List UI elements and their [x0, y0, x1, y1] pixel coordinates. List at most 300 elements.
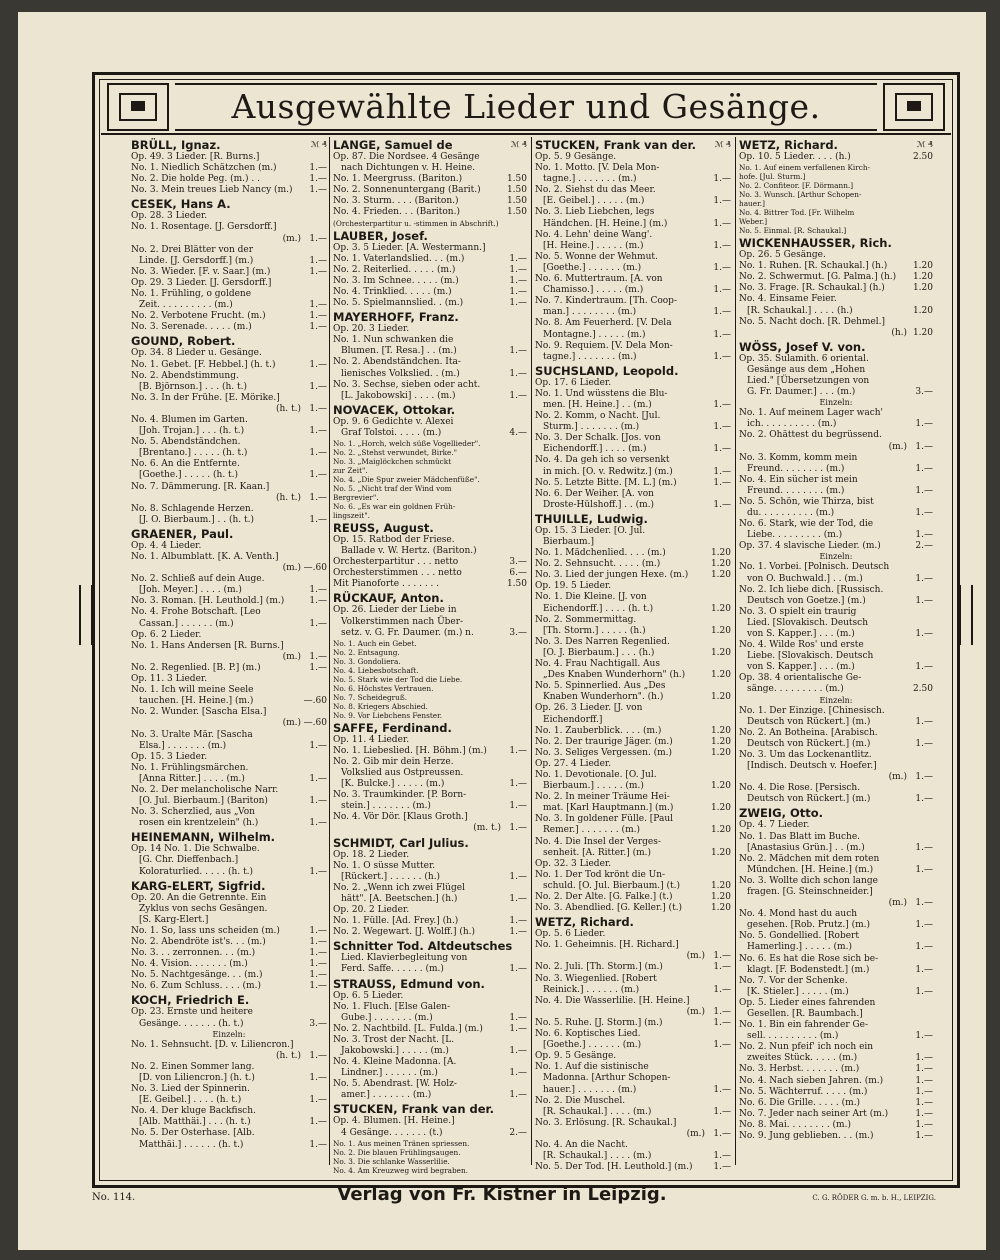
entry-text: [Goethe.] . . . . . (h. t.): [139, 470, 239, 481]
entry-price: 1.—: [309, 970, 327, 981]
sub-entry: No. 5. Stark wie der Tod die Liebe.: [333, 674, 463, 684]
composer-name: WETZ, Richard.: [739, 138, 838, 152]
entry-text: hätt". [A. Beetschen.] (h.): [341, 893, 458, 904]
entry-price: 1.—: [915, 1131, 933, 1142]
catalog-entry: [131, 796, 327, 807]
sub-entry: No. 4. Bittrer Tod. [Fr. Wilhelm: [739, 208, 855, 218]
entry-text: Op. 3. 5 Lieder. [A. Westermann.]: [333, 242, 486, 253]
entry-text: No. 3. In der Frühe. [E. Mörike.]: [131, 392, 280, 403]
catalog-entry: [333, 243, 527, 254]
entry-text: rosen ein krentzelein" (h.): [139, 818, 259, 829]
entry-text: No. 6. Koptisches Lied.: [535, 1029, 641, 1040]
entry-price: 1.—: [509, 1045, 527, 1056]
entry-text: Lindner.] . . . . . . (m.): [341, 1068, 438, 1079]
entry-text: men. [H. Heine.] . . (m.): [543, 399, 652, 410]
catalog-entry: [739, 954, 933, 965]
catalog-entry: [333, 185, 527, 196]
catalog-entry: [535, 1118, 731, 1129]
entry-text: No. 3. Herbst. . . . . . . (m.): [739, 1064, 860, 1075]
catalog-entry: [131, 1128, 327, 1139]
entry-text: No. 5. Nachtgesänge. . . (m.): [131, 970, 263, 981]
catalog-entry: [333, 894, 527, 905]
catalog-entry: [333, 324, 527, 335]
entry-text: Ferd. Saffe. . . . . . (m.): [341, 964, 444, 975]
entry-text: No. 3. Erlösung. [R. Schaukal.]: [535, 1117, 677, 1128]
catalog-entry: [131, 685, 327, 696]
catalog-entry: [535, 681, 731, 692]
composer-heading: [739, 236, 933, 250]
sub-entry: No. 5. Einmal. [R. Schaukal.]: [739, 226, 847, 236]
entry-text: Op. 10. 5 Lieder. . . . (h.): [739, 152, 851, 162]
entry-text: zweites Stück. . . . . (m.): [747, 1053, 858, 1064]
catalog-entry: [535, 974, 731, 985]
entry-text: 4 Gesänge. . . . . . . (t.): [341, 1127, 443, 1138]
catalog-entry: [739, 772, 933, 783]
catalog-entry: [535, 241, 731, 252]
catalog-entry: [739, 618, 933, 629]
catalog-entry: [535, 759, 731, 770]
sub-entry: No. 6. „Es war ein goldnen Früh-: [333, 501, 456, 511]
catalog-entry: [131, 596, 327, 607]
catalog-entry: [739, 673, 933, 684]
entry-text: No. 2. Wegewart. [J. Wolff.] (h.): [333, 927, 476, 938]
entry-text: No. 1. O süsse Mutter.: [333, 860, 436, 871]
entry-text: (m. t.): [473, 823, 501, 834]
entry-price: 1.—: [309, 585, 327, 596]
entry-price: 1.—: [509, 1090, 527, 1101]
entry-price: 1.—: [915, 1064, 933, 1075]
catalog-entry: [535, 433, 731, 444]
catalog-entry: [131, 234, 327, 245]
catalog-entry: [333, 265, 527, 276]
catalog-entry: [739, 486, 933, 497]
entry-text: No. 5. Spielmannslied. . (m.): [333, 298, 464, 309]
entry-price: 1.—: [915, 508, 933, 519]
entry-text: No. 2. Schließ auf dein Auge.: [131, 574, 265, 585]
entry-text: No. 2. Abendstimmung.: [131, 370, 239, 381]
entry-text: No. 3. Lied der Spinnerin.: [131, 1084, 250, 1095]
entry-text: No. 2. Regenlied. [B. P.] (m.): [131, 662, 261, 673]
entry-text: Händchen. [H. Heine.] (m.): [543, 218, 668, 229]
catalog-entry: [535, 467, 731, 478]
entry-price: 1.—: [915, 485, 933, 496]
entry-price: 1.—: [713, 1040, 731, 1051]
entry-text: No. 4. An die Nacht.: [535, 1139, 628, 1150]
catalog-entry: [333, 1090, 527, 1101]
entry-price: 1.—: [309, 796, 327, 807]
entry-text: No. 1. Vorbei. [Polnisch. Deutsch: [739, 562, 890, 573]
entry-price: 1.—: [713, 951, 731, 962]
catalog-entry: [535, 1073, 731, 1084]
entry-text: Op. 5. 6 Lieder.: [535, 929, 606, 940]
entry-text: Op. 23. Ernste und heitere: [131, 1007, 253, 1018]
catalog-entry: [131, 437, 327, 448]
catalog-entry: [333, 357, 527, 368]
catalog-entry: [131, 696, 327, 707]
entry-text: du. . . . . . . . . . (m.): [747, 508, 835, 519]
composer-heading: [333, 977, 527, 991]
entry-text: [R. Schaukal.] . . . . (h.): [747, 305, 853, 316]
entry-text: No. 1. Zauberblick. . . . (m.): [535, 725, 662, 736]
entry-price: 1.—: [309, 448, 327, 459]
catalog-entry: [739, 1009, 933, 1020]
catalog-entry: [131, 382, 327, 393]
catalog-entry: [739, 684, 933, 695]
catalog-entry: [535, 903, 731, 914]
catalog-entry: [535, 1096, 731, 1107]
entry-text: Matthäi.] . . . . . . (h. t.): [139, 1139, 244, 1150]
catalog-entry: [535, 659, 731, 670]
catalog-entry: [131, 981, 327, 992]
entry-text: No. 3. Roman. [H. Leuthold.] (m.): [131, 596, 285, 607]
entry-price: 4.—: [509, 427, 527, 438]
entry-text: klagt. [F. Bodenstedt.] (m.): [747, 964, 870, 975]
entry-text: No. 1. Nun schwanken die: [333, 335, 454, 346]
entry-price: 1.—: [713, 1006, 731, 1017]
entry-text: No. 1. Auf meinem Lager wach': [739, 408, 884, 419]
entry-text: Op. 15. 3 Lieder. [O. Jul.: [535, 525, 646, 536]
catalog-entry: [131, 904, 327, 915]
sub-entry: Bergrevier".: [333, 492, 379, 502]
catalog-entry: [333, 568, 527, 579]
entry-text: [Goethe.] . . . . . . (m.): [543, 1040, 642, 1051]
entry-text: No. 2. Die Muschel.: [535, 1095, 626, 1106]
entry-price: 1.20: [912, 261, 933, 272]
entry-price: 1.—: [309, 514, 327, 525]
entry-text: nach Dichtungen v. H. Heine.: [341, 163, 476, 174]
composer-name: GRAENER, Paul.: [131, 526, 234, 541]
entry-text: Op. 29. 3 Lieder. [J. Gersdorff.]: [131, 277, 272, 288]
entry-text: [Anastasius Grün.] . . (m.): [747, 842, 865, 853]
entry-price: 1.—: [309, 300, 327, 311]
entry-text: No. 1. Ruhen. [R. Schaukal.] (h.): [739, 261, 888, 272]
entry-text: No. 3. Komm, komm mein: [739, 452, 858, 463]
entry-price: 1.—: [509, 1068, 527, 1079]
entry-text: Op. 4. 7 Lieder.: [739, 820, 810, 831]
entry-text: No. 4. Der kluge Backfisch.: [131, 1106, 256, 1117]
catalog-entry: [535, 318, 731, 329]
entry-text: No. 2. Abendständchen. Ita-: [333, 357, 461, 368]
entry-text: No. 2. Sonnenuntergang (Barit.): [333, 185, 481, 196]
catalog-entry: [333, 861, 527, 872]
entry-price: 2.50: [912, 152, 933, 162]
entry-text: No. 3. O spielt ein traurig: [739, 606, 857, 617]
entry-text: No. 3. Lied der jungen Hexe. (m.): [535, 570, 689, 581]
entry-text: No. 8. Schlagende Herzen.: [131, 503, 254, 514]
catalog-entry: [535, 196, 731, 207]
catalog-entry: [131, 470, 327, 481]
catalog-entry: [739, 640, 933, 651]
catalog-entry: [333, 746, 527, 757]
catalog-entry: [333, 174, 527, 185]
entry-price: 1.—: [915, 1097, 933, 1108]
catalog-entry: [535, 570, 731, 581]
entry-text: hauer.] . . . . . . . (m.): [543, 1084, 637, 1095]
entry-price: 1.—: [915, 419, 933, 430]
entry-price: 1.—: [309, 359, 327, 370]
entry-text: (h.): [891, 327, 907, 338]
entry-text: tagne.] . . . . . . . (m.): [543, 351, 637, 362]
entry-price: 1.—: [509, 1023, 527, 1034]
catalog-entry: [535, 1140, 731, 1151]
composer-name: SAFFE, Ferdinand.: [333, 720, 452, 735]
catalog-entry: [333, 1057, 527, 1068]
catalog-entry: [739, 607, 933, 618]
entry-price: 1.—: [915, 794, 933, 805]
entry-text: No. 2. Wunder. [Sascha Elsa.]: [131, 707, 267, 718]
catalog-entry: [535, 219, 731, 230]
entry-price: 1.—: [713, 422, 731, 433]
composer-heading: [333, 310, 527, 324]
entry-price: 1.—: [309, 618, 327, 629]
entry-price: 1.—: [509, 275, 527, 286]
catalog-entry: [535, 1018, 731, 1029]
entry-text: No. 2. Abendröte ist's. . . (m.): [131, 937, 266, 947]
entry-price: 1.—: [713, 196, 731, 207]
entry-text: No. 1. Vaterlandslied. . . (m.): [333, 253, 465, 264]
catalog-entry: [333, 1002, 527, 1013]
section-note: Einzeln:: [819, 398, 853, 408]
entry-price: 1.—: [713, 351, 731, 362]
sub-entry: No. 2. Entsagung.: [333, 647, 400, 657]
catalog-entry: [131, 1084, 327, 1095]
side-ornament-left: [79, 585, 93, 645]
entry-text: Deutsch von Goetze.] (m.): [747, 595, 866, 606]
catalog-entry: [739, 250, 933, 261]
catalog-entry: [739, 1120, 933, 1131]
entry-price: 1.20: [912, 305, 933, 316]
entry-text: Mit Pianoforte . . . . . . .: [333, 579, 440, 590]
entry-text: Lied." [Übersetzungen von: [747, 376, 870, 387]
sub-entry: No. 6. Höchstes Vertrauen.: [333, 683, 434, 693]
catalog-entry: [739, 442, 933, 453]
entry-text: No. 2. Reiterlied. . . . . (m.): [333, 264, 456, 275]
entry-text: Blumen. [T. Resa.] . . (m.): [341, 346, 457, 357]
catalog-entry: [535, 537, 731, 548]
entry-text: (h. t.): [275, 1050, 301, 1061]
entry-price: 1.—: [915, 573, 933, 584]
entry-text: tauchen. [H. Heine.] (m.): [139, 696, 254, 707]
entry-price: 1.—: [509, 1012, 527, 1023]
sub-entry: No. 1. „Horch, welch süße Vogellieder".: [333, 438, 481, 448]
entry-text: No. 4. Die Insel der Verges-: [535, 836, 661, 847]
catalog-entry: [131, 211, 327, 222]
entry-text: No. 3. . . zerronnen. . . (m.): [131, 948, 256, 959]
entry-price: 1.—: [309, 773, 327, 784]
catalog-entry: [131, 893, 327, 904]
catalog-entry: [131, 311, 327, 322]
sub-entry: No. 2. Confiteor. [F. Dörmann.]: [739, 181, 854, 191]
publisher-line: Verlag von Fr. Kistner in Leipzig.: [337, 1184, 667, 1205]
entry-price: 1.—: [713, 399, 731, 410]
entry-text: Op. 20. 3 Lieder.: [333, 324, 410, 335]
catalog-entry: [131, 541, 327, 552]
entry-price: 1.—: [309, 818, 327, 829]
catalog-entry: [131, 585, 327, 596]
catalog-entry: [131, 844, 327, 855]
catalog-entry: [333, 953, 527, 964]
entry-text: No. 6. Die Grille. . . . . (m.): [739, 1097, 861, 1108]
catalog-entry: [535, 1129, 731, 1140]
catalog-entry: [333, 605, 527, 616]
catalog-entry: [333, 812, 527, 823]
catalog-entry: [739, 317, 933, 328]
entry-text: von S. Kapper.] . . . (m.): [747, 629, 855, 639]
catalog-entry: [739, 717, 933, 728]
entry-text: No. 3. Trost der Nacht. [L.: [333, 1034, 455, 1045]
entry-text: No. 3. Serenade. . . . . (m.): [131, 322, 252, 333]
catalog-entry: [739, 497, 933, 508]
catalog-entry: [535, 581, 731, 592]
entry-price: 1.—: [915, 1086, 933, 1097]
entry-text: Gesellen. [R. Baumbach.]: [747, 1009, 863, 1019]
composer-heading: [333, 1102, 527, 1116]
catalog-entry: [131, 774, 327, 785]
sub-entry: No. 1. Aus meinen Tränen spriessen.: [333, 1138, 470, 1148]
composer-heading: [131, 138, 327, 152]
composer-heading: [333, 521, 527, 535]
entry-text: No. 4. Vör Dör. [Klaus Groth.]: [333, 812, 468, 823]
entry-text: [Joh. Trojan.] . . . (h. t.): [139, 426, 245, 437]
catalog-entry: [535, 715, 731, 726]
catalog-entry: [739, 464, 933, 475]
entry-text: in mich. [O. v. Redwitz.] (m.): [543, 466, 673, 477]
composer-heading: [739, 138, 933, 152]
sub-entry: No. 3. Die schlanke Wasserlilie.: [333, 1156, 450, 1166]
catalog-entry: [739, 408, 933, 419]
entry-text: No. 5. Letzte Bitte. [M. L.] (m.): [535, 477, 677, 488]
entry-text: Zyklus von sechs Gesängen.: [139, 903, 268, 914]
sub-entry: No. 4. Am Kreuzweg wird begraben.: [333, 1165, 468, 1175]
catalog-entry: [131, 289, 327, 300]
entry-text: Knaben Wunderhorn". (h.): [543, 692, 664, 703]
composer-name: RÜCKAUF, Anton.: [333, 591, 444, 606]
entry-text: Orchesterpartitur . . . netto: [333, 557, 459, 568]
catalog-entry: [739, 843, 933, 854]
entry-price: 1.—: [309, 470, 327, 481]
catalog-entry: [131, 163, 327, 174]
composer-name: STUCKEN, Frank van der.: [333, 1102, 494, 1117]
catalog-column-1: [131, 137, 327, 1165]
entry-text: No. 2. Komm, o Nacht. [Jul.: [535, 411, 661, 422]
entry-text: No. 1. Meergruss. (Bariton.): [333, 174, 463, 185]
entry-text: No. 9. Requiem. [V. Dela Mon-: [535, 340, 673, 351]
catalog-entry: [739, 1042, 933, 1053]
entry-price: 1.20: [710, 570, 731, 581]
catalog-entry: [535, 615, 731, 626]
entry-price: 1.—: [915, 898, 933, 909]
catalog-entry: [131, 1073, 327, 1084]
entry-text: No. 5. Schön, wie Thirza, bist: [739, 496, 874, 507]
entry-price: 6.—: [509, 568, 527, 579]
sub-entry: No. 9. Vor Liebchens Fenster.: [333, 710, 443, 720]
catalog-entry: [739, 739, 933, 750]
catalog-entry: [131, 607, 327, 618]
entry-text: [Rückert.] . . . . . . (h.): [341, 871, 441, 882]
catalog-entry: [535, 1051, 731, 1062]
entry-price: 1.—: [915, 662, 933, 673]
entry-text: No. 5. Wächterruf. . . . . (m.): [739, 1086, 868, 1097]
corner-ornament-left: [107, 83, 169, 131]
entry-price: 1.20: [710, 781, 731, 792]
catalog-entry: [739, 854, 933, 865]
entry-text: [H. Heine.] . . . . . (m.): [543, 240, 644, 251]
entry-text: No. 2. Ohättest du begrüssend.: [739, 430, 882, 441]
entry-price: 1.50: [506, 174, 527, 185]
entry-price: 1.20: [710, 725, 731, 736]
entry-price: 1.—: [309, 651, 327, 662]
entry-text: Liebe. . . . . . . . . (m.): [747, 530, 843, 541]
catalog-entry: [535, 726, 731, 737]
entry-text: [K. Bulcke.] . . . . . (m.): [341, 779, 445, 790]
catalog-entry: [535, 781, 731, 792]
sub-entry: No. 3. Gondoliera.: [333, 656, 401, 666]
entry-text: No. 3. Sechse, sieben oder acht.: [333, 379, 481, 390]
catalog-entry: [131, 959, 327, 970]
entry-text: No. 6. An die Entfernte.: [131, 459, 240, 470]
entry-text: Op. 37. 4 slavische Lieder. (m.): [739, 541, 881, 552]
catalog-entry: [333, 196, 527, 207]
entry-price: 1.50: [506, 185, 527, 196]
entry-text: Droste-Hülshoff.] . . (m.): [543, 499, 655, 510]
entry-text: Op. 49. 3 Lieder. [R. Burns.]: [131, 152, 260, 162]
catalog-entry: [739, 1076, 933, 1087]
entry-price: 1.—: [713, 466, 731, 477]
entry-price: 1.—: [915, 1031, 933, 1042]
currency-header: ℳ ₰: [310, 140, 327, 149]
sub-entry: No. 8. Kriegers Abschied.: [333, 701, 428, 711]
entry-text: Op. 4. 4 Lieder.: [131, 540, 202, 551]
entry-text: [K. Stieler.] . . . . . (m.): [747, 986, 849, 997]
catalog-entry: [131, 619, 327, 630]
entry-text: Op. 4. Blumen. [H. Heine.]: [333, 1116, 455, 1127]
catalog-entry: [131, 448, 327, 459]
entry-text: Op. 27. 4 Lieder.: [535, 758, 612, 769]
catalog-entry: [333, 1024, 527, 1035]
entry-text: Op. 9. 5 Gesänge.: [535, 1051, 617, 1062]
composer-name: KARG-ELERT, Sigfrid.: [131, 878, 266, 893]
entry-price: 1.—: [509, 390, 527, 401]
entry-price: 1.—: [713, 1128, 731, 1139]
catalog-entry: [535, 737, 731, 748]
catalog-entry: [535, 825, 731, 836]
composer-name: KOCH, Friedrich E.: [131, 993, 250, 1008]
entry-price: 1.—: [309, 596, 327, 607]
catalog-entry: [739, 794, 933, 805]
catalog-entry: [739, 965, 933, 976]
entry-text: Op. 15. Ratbod der Friese.: [333, 534, 455, 545]
catalog-entry: [739, 1031, 933, 1042]
corner-ornament-right: [883, 83, 945, 131]
catalog-entry: [333, 335, 527, 346]
entry-text: Volkerstimmen nach Über-: [341, 616, 464, 627]
entry-text: gesehen. [Rob. Prutz.] (m.): [747, 920, 871, 931]
entry-price: 1.—: [915, 842, 933, 853]
entry-text: No. 2. „Wenn ich zwei Flügel: [333, 882, 465, 893]
entry-text: [Alb. Matthäi.] . . . (h. t.): [139, 1117, 251, 1128]
entry-text: [B. Björnson.] . . . (h. t.): [139, 381, 248, 392]
entry-text: No. 5. Abendständchen.: [131, 437, 241, 448]
entry-text: No. 2. Nun pfeif' ich noch ein: [739, 1042, 874, 1053]
catalog-entry: [535, 378, 731, 389]
composer-heading: [131, 830, 327, 844]
entry-price: 1.—: [509, 801, 527, 812]
entry-price: 1.20: [710, 692, 731, 703]
catalog-entry: [535, 400, 731, 411]
entry-price: 1.—: [309, 1095, 327, 1106]
entry-text: [Anna Ritter.] . . . . (m.): [139, 773, 245, 784]
catalog-entry: [739, 272, 933, 283]
